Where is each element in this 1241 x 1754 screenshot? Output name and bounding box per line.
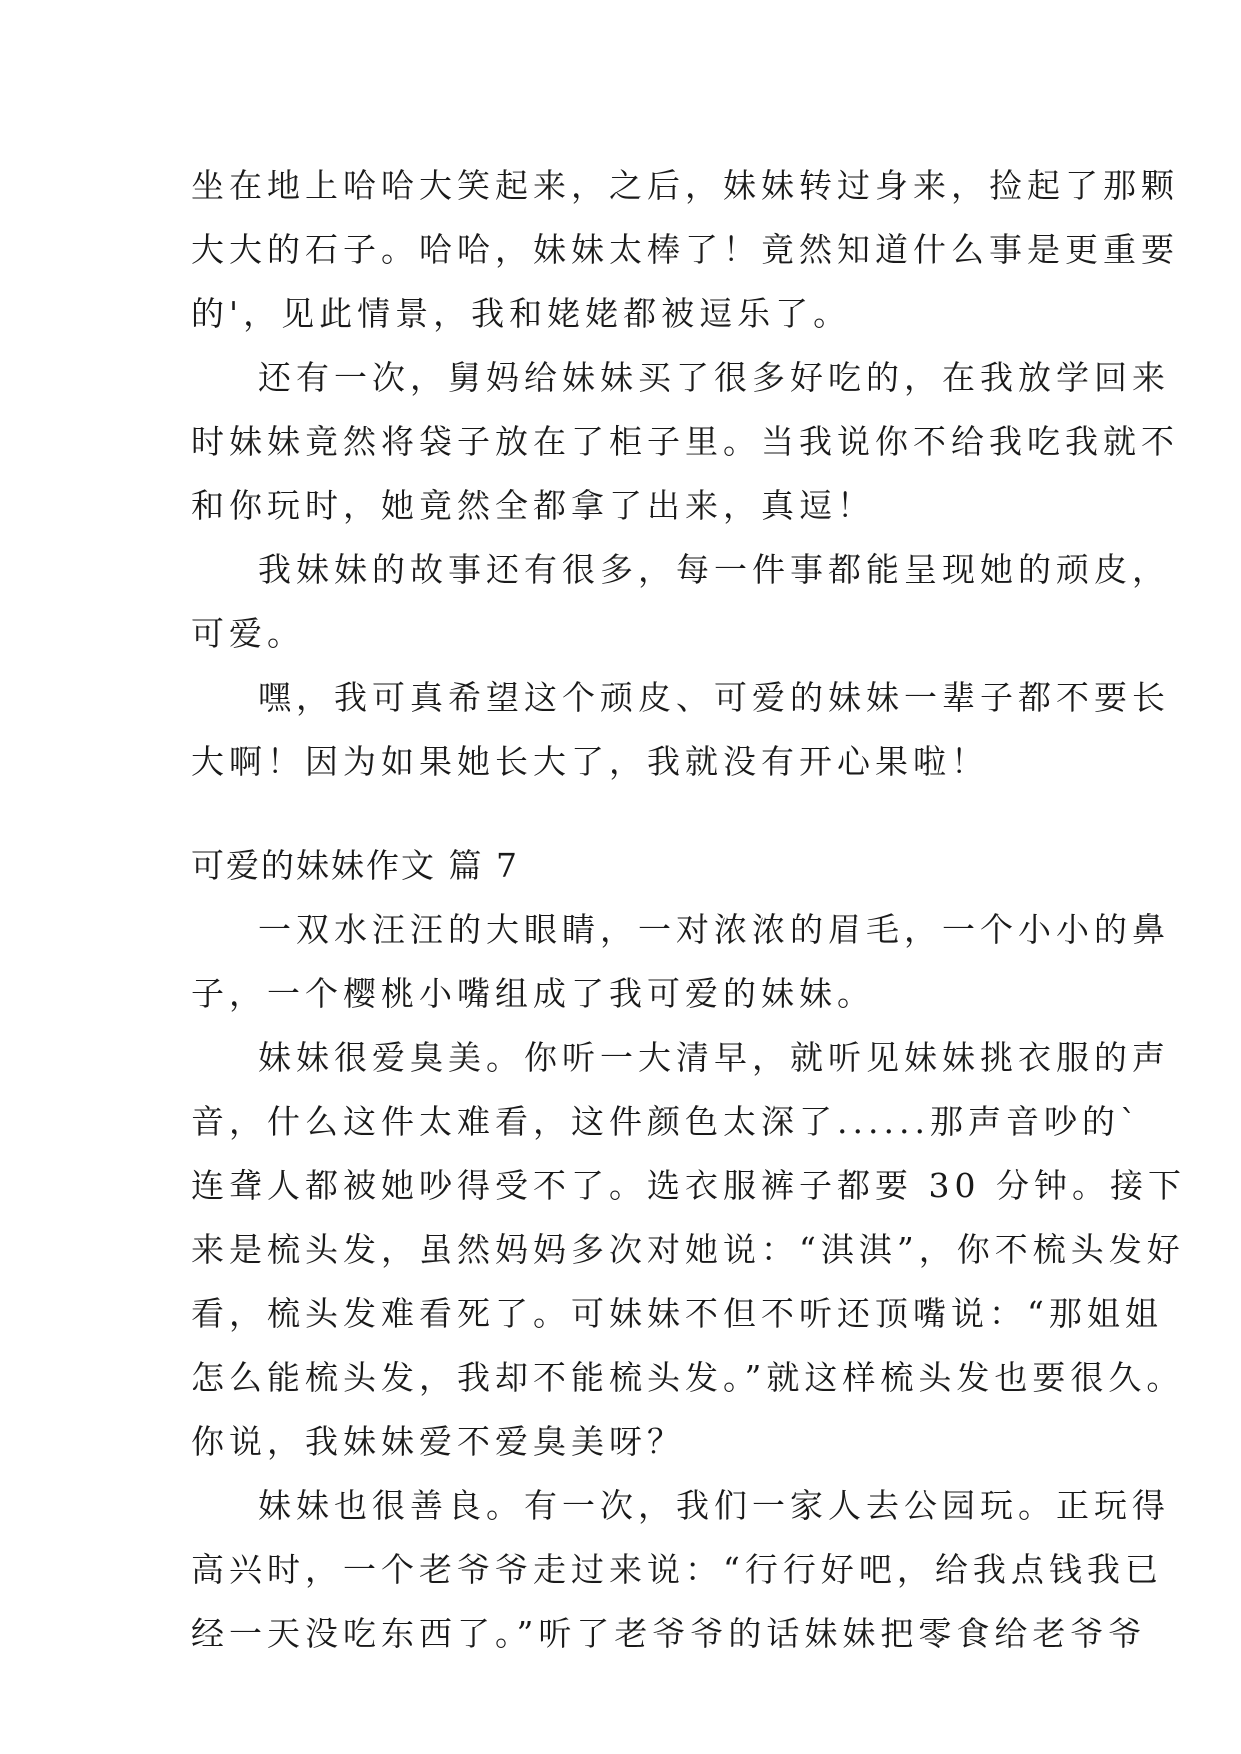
paragraph-start-line: 妹妹也很善良。有一次，我们一家人去公园玩。正玩得	[258, 1486, 1170, 1525]
text-line: 坐在地上哈哈大笑起来，之后，妹妹转过身来，捡起了那颗	[191, 166, 1179, 205]
text-line: 大大的石子。哈哈，妹妹太棒了！竟然知道什么事是更重要	[191, 230, 1179, 269]
text-line: 来是梳头发，虽然妈妈多次对她说：“淇淇”，你不梳头发好	[191, 1230, 1185, 1269]
text-line: 和你玩时，她竟然全都拿了出来，真逗！	[191, 486, 875, 525]
text-line: 高兴时，一个老爷爷走过来说：“行行好吧，给我点钱我已	[191, 1550, 1163, 1589]
text-line: 连聋人都被她吵得受不了。选衣服裤子都要 30 分钟。接下	[191, 1166, 1186, 1205]
text-line: 时妹妹竟然将袋子放在了柜子里。当我说你不给我吃我就不	[191, 422, 1179, 461]
paragraph-start-line: 嘿，我可真希望这个顽皮、可爱的妹妹一辈子都不要长	[258, 678, 1170, 717]
paragraph-start-line: 一双水汪汪的大眼睛，一对浓浓的眉毛，一个小小的鼻	[258, 910, 1170, 949]
text-line: 子，一个樱桃小嘴组成了我可爱的妹妹。	[191, 974, 875, 1013]
text-line: 大啊！因为如果她长大了，我就没有开心果啦！	[191, 742, 989, 781]
text-line: 看，梳头发难看死了。可妹妹不但不听还顶嘴说：“那姐姐	[191, 1294, 1163, 1333]
text-line: 你说，我妹妹爱不爱臭美呀？	[191, 1422, 685, 1461]
text-line: 经一天没吃东西了。”听了老爷爷的话妹妹把零食给老爷爷	[191, 1614, 1147, 1653]
text-line: 的'，见此情景，我和姥姥都被逗乐了。	[191, 294, 852, 333]
text-line: 怎么能梳头发，我却不能梳头发。”就这样梳头发也要很久。	[191, 1358, 1185, 1397]
text-line: 可爱。	[191, 614, 305, 653]
section-heading: 可爱的妹妹作文 篇 7	[191, 846, 519, 885]
paragraph-start-line: 还有一次，舅妈给妹妹买了很多好吃的，在我放学回来	[258, 358, 1170, 397]
text-line: 音，什么这件太难看，这件颜色太深了......那声音吵的`	[191, 1102, 1142, 1141]
paragraph-start-line: 我妹妹的故事还有很多，每一件事都能呈现她的顽皮，	[258, 550, 1170, 589]
paragraph-start-line: 妹妹很爱臭美。你听一大清早，就听见妹妹挑衣服的声	[258, 1038, 1170, 1077]
